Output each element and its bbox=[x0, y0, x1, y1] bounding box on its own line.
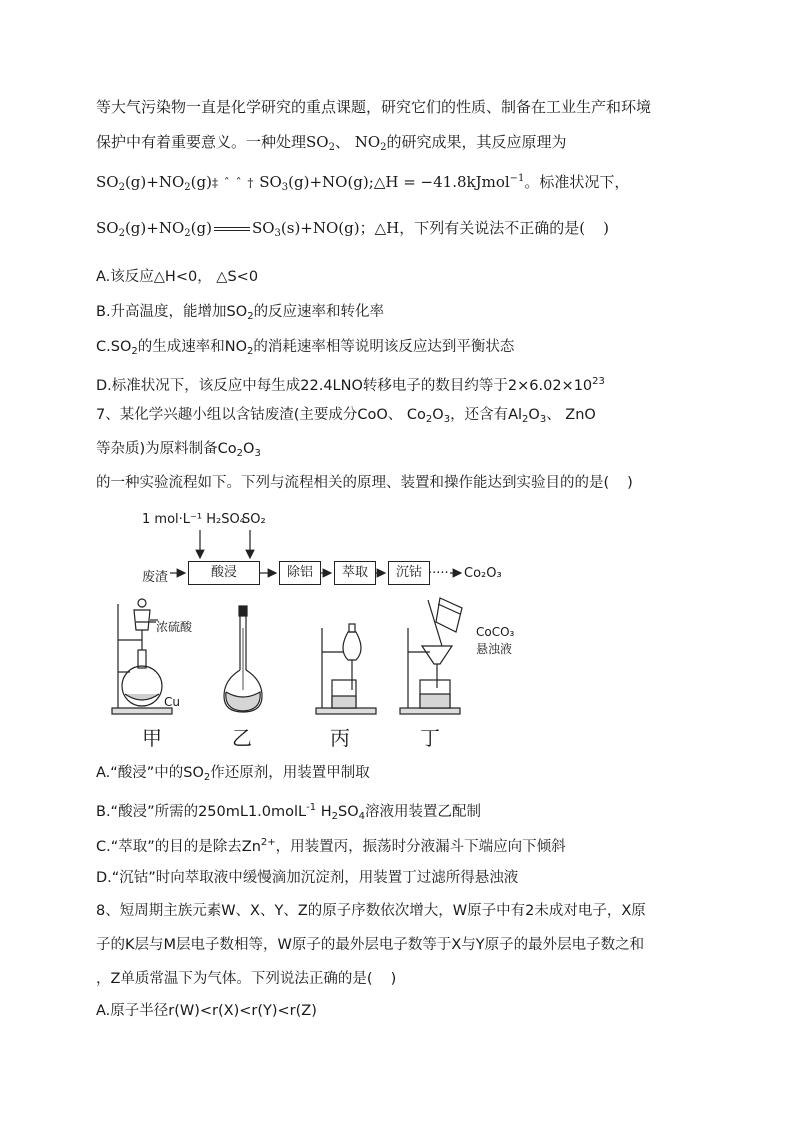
label-cu: Cu bbox=[164, 695, 180, 709]
q7-line-1: 7、某化学兴趣小组以含钴废渣(主要成分CoO、 $Co_2O_3$，还含有$Al_2O_3$、 ZnO bbox=[96, 407, 596, 425]
equation-1: $SO_2(g)+NO_2(g)\ddagger$ ˆ ˆ † $SO_3(g)+NO(g);\triangle H$ = −41.8kJmol$^{-1}$。标准状况下， bbox=[96, 173, 630, 193]
flow-step-precipitate: 沉钴 bbox=[388, 561, 430, 585]
label-ding: 丁 bbox=[420, 726, 440, 750]
label-coco3: CoCO₃ bbox=[476, 625, 515, 639]
label-bing: 丙 bbox=[330, 726, 350, 750]
label-yi: 乙 bbox=[232, 726, 252, 750]
label-conc-acid: 浓硫酸 bbox=[156, 620, 193, 634]
q8-line-2: 子的K层与M层电子数相等，W原子的最外层电子数等于X与Y原子的最外层电子数之和 bbox=[96, 937, 645, 953]
apparatus-jia bbox=[112, 599, 172, 714]
intro-line-2: 保护中有着重要意义。一种处理$SO_2$、 $NO_2$的研究成果，其反应原理为 bbox=[96, 133, 567, 153]
flow-reagent-so2: SO₂ bbox=[242, 512, 266, 527]
q6-option-c: $C.SO_2$的生成速率和$NO_2$的消耗速率相等说明该反应达到平衡状态 bbox=[96, 339, 515, 357]
flow-step-remove-al: 除铝 bbox=[279, 561, 321, 585]
flow-end: Co₂O₃ bbox=[464, 566, 502, 581]
q7-line-3: 的一种实验流程如下。下列与流程相关的原理、装置和操作能达到实验目的的是( ) bbox=[96, 475, 633, 491]
q8-option-a: A.原子半径r(W)<r(X)<r(Y)<r(Z) bbox=[96, 1003, 317, 1019]
flow-dots: ····· bbox=[428, 566, 449, 581]
q6-option-a: A.该反应△H<0， △S<0 bbox=[96, 269, 259, 285]
equation-2: $SO_2(g)+NO_2(g)$ $SO_3(s)+NO(g)$；△H，下列有关说法不正确的是( ) bbox=[96, 219, 609, 239]
equilibrium-arrow: ‡ ˆ ˆ † bbox=[211, 176, 260, 190]
flow-step-acid-leach: 酸浸 bbox=[188, 561, 260, 585]
label-suspension: 悬浊液 bbox=[476, 642, 513, 656]
apparatus-ding bbox=[400, 598, 462, 714]
flow-reagent-acid: 1 mol·L⁻¹ H₂SO₄ bbox=[142, 512, 245, 527]
intro-line-1: 等大气污染物一直是化学研究的重点课题，研究它们的性质、制备在工业生产和环境 bbox=[96, 98, 652, 116]
q8-line-3: ，Z单质常温下为气体。下列说法正确的是( ) bbox=[96, 971, 397, 987]
q6-option-d: D.标准状况下，该反应中每生成22.4LNO转移电子的数目约等于$2\times 6.02\times 10^{23}$ bbox=[96, 376, 605, 394]
q6-option-b: B.升高温度，能增加$SO_2$的反应速率和转化率 bbox=[96, 304, 385, 322]
flow-step-extract: 萃取 bbox=[334, 561, 376, 585]
q7-option-a: A.“酸浸”中的$SO_2$作还原剂，用装置甲制取 bbox=[96, 765, 370, 783]
q7-option-d: D.“沉钴”时向萃取液中缓慢滴加沉淀剂，用装置丁过滤所得悬浊液 bbox=[96, 870, 519, 886]
flow-start: 废渣 bbox=[142, 570, 169, 585]
q7-option-b: B.“酸浸”所需的250mL1.0molL$^{-1}$ $H_2SO_4$溶液用装置乙配制 bbox=[96, 802, 481, 822]
label-jia: 甲 bbox=[142, 726, 162, 750]
q7-line-2: 等杂质)为原料制备$Co_2O_3$ bbox=[96, 441, 261, 459]
q7-option-c: C.“萃取”的目的是除去$Zn^{2+}$，用装置丙，振荡时分液漏斗下端应向下倾斜 bbox=[96, 837, 566, 855]
q8-line-1: 8、短周期主族元素W、X、Y、Z的原子序数依次增大，W原子中有2未成对电子，X原 bbox=[96, 903, 646, 919]
apparatus-bing bbox=[316, 624, 376, 714]
apparatus-yi bbox=[224, 606, 262, 712]
